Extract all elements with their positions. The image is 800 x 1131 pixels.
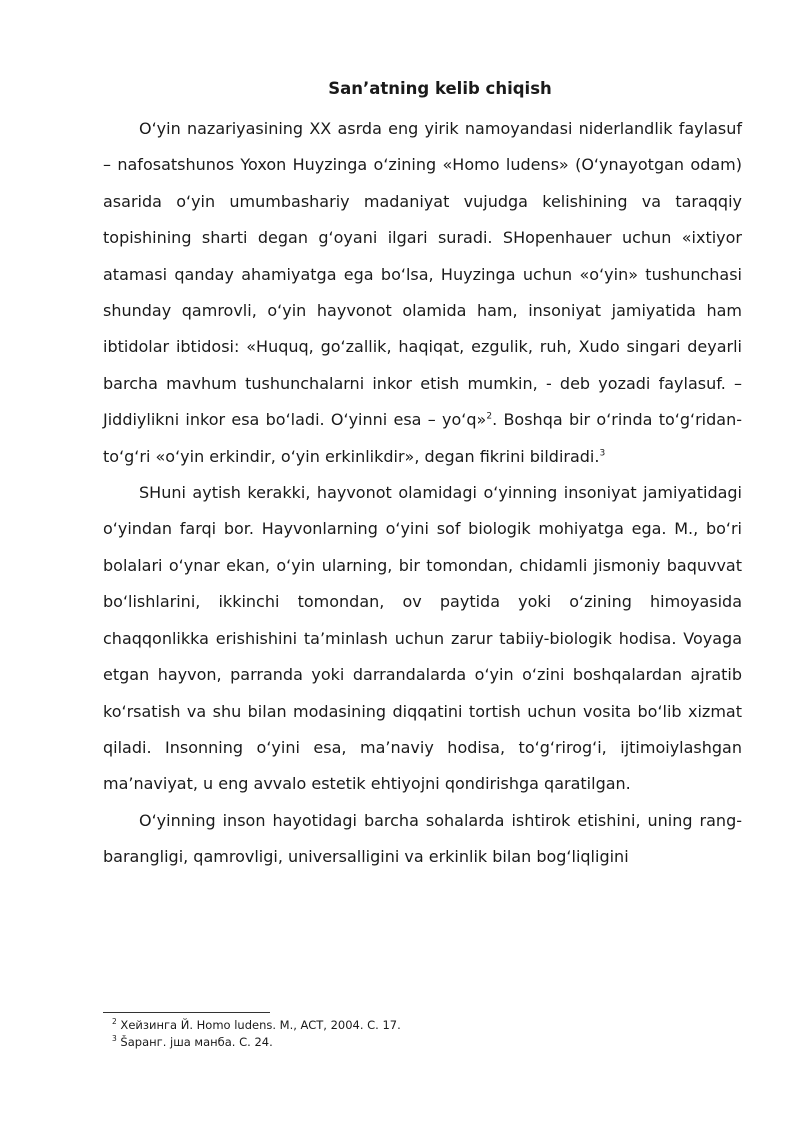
paragraph-3: O‘yinning inson hayotidagi barcha sohalarda ishtirok etishini, uning rang-barangligi, qamrovligi, universalligini va erkinlik bilan bog‘liqligini xyxy=(103,810,742,867)
footnote-mark: 3 xyxy=(112,1034,117,1044)
footnote-3 xyxy=(112,1034,712,1051)
footnotes xyxy=(112,1017,712,1051)
footnote-2 xyxy=(112,1017,712,1034)
footnote-text: Šаранг. јша манба. С. 24. xyxy=(116,1035,273,1049)
footnote-ref-3[interactable]: 3 xyxy=(599,448,606,459)
page-title: San’atning kelib chiqish xyxy=(328,79,552,98)
paragraph-1-text-b: . Boshqa bir o‘rinda to‘g‘ridan-to‘g‘ri «o‘yin erkindir, o‘yin erkinlikdir», degan fikrini bildiradi. xyxy=(103,410,742,466)
footnote-ref-2[interactable]: 2 xyxy=(486,411,493,422)
body-text xyxy=(103,111,742,876)
paragraph-2: SHuni aytish kerakki, hayvonot olamidagi o‘yinning insoniyat jamiyatidagi o‘yindan farqi bor. Hayvonlarning o‘yini sof biologik mohiyatga ega. M., bo‘ri bolalari o‘ynar ekan, o‘yin ularning, bir tomondan, chidamli jismoniy baquvvat bo‘lishlarini, ikkinchi tomondan, ov paytida yoki o‘zining himoyasida chaqqonlikka erishishini ta’minlash uchun zarur tabiiy-biologik hodisa. Voyaga etgan hayvon, parranda yoki darrandalarda o‘yin o‘zini boshqalardan ajratib ko‘rsatish va shu bilan modasining diqqatini tortish uchun vosita bo‘lib xizmat qiladi. Insonning o‘yini esa, ma’naviy hodisa, to‘g‘rirog‘i, ijtimoiylashgan ma’naviyat, u eng avvalo estetik ehtiyojni qondirishga qaratilgan. xyxy=(103,483,742,794)
footnote-mark: 2 xyxy=(112,1017,117,1027)
footnote-separator xyxy=(103,1012,270,1013)
paragraph-1 xyxy=(103,111,742,475)
paragraph-1-text-a: O‘yin nazariyasining XX asrda eng yirik namoyandasi niderlandlik faylasuf – nafosatshunos Yoxon Huyzinga o‘zining «Homo ludens» (O‘ynayotgan odam) asarida o‘yin umumbashariy madaniyat vujudga kelishining va taraqqiy topishining sharti degan g‘oyani ilgari suradi. SHopenhauer uchun «ixtiyor atamasi qanday ahamiyatga ega bo‘lsa, Huyzinga uchun «o‘yin» tushunchasi shunday qamrovli, o‘yin hayvonot olamida ham, insoniyat jamiyatida ham ibtidolar ibtidosi: «Huquq, go‘zallik, haqiqat, ezgulik, ruh, Xudo singari deyarli barcha mavhum tushunchalarni inkor etish mumkin, - deb yozadi faylasuf. – Jiddiylikni inkor esa bo‘ladi. O‘yinni esa – yo‘q» xyxy=(103,119,742,430)
footnote-text: Хейзинга Й. Homo ludens. M., ACT, 2004. C. 17. xyxy=(116,1018,401,1032)
